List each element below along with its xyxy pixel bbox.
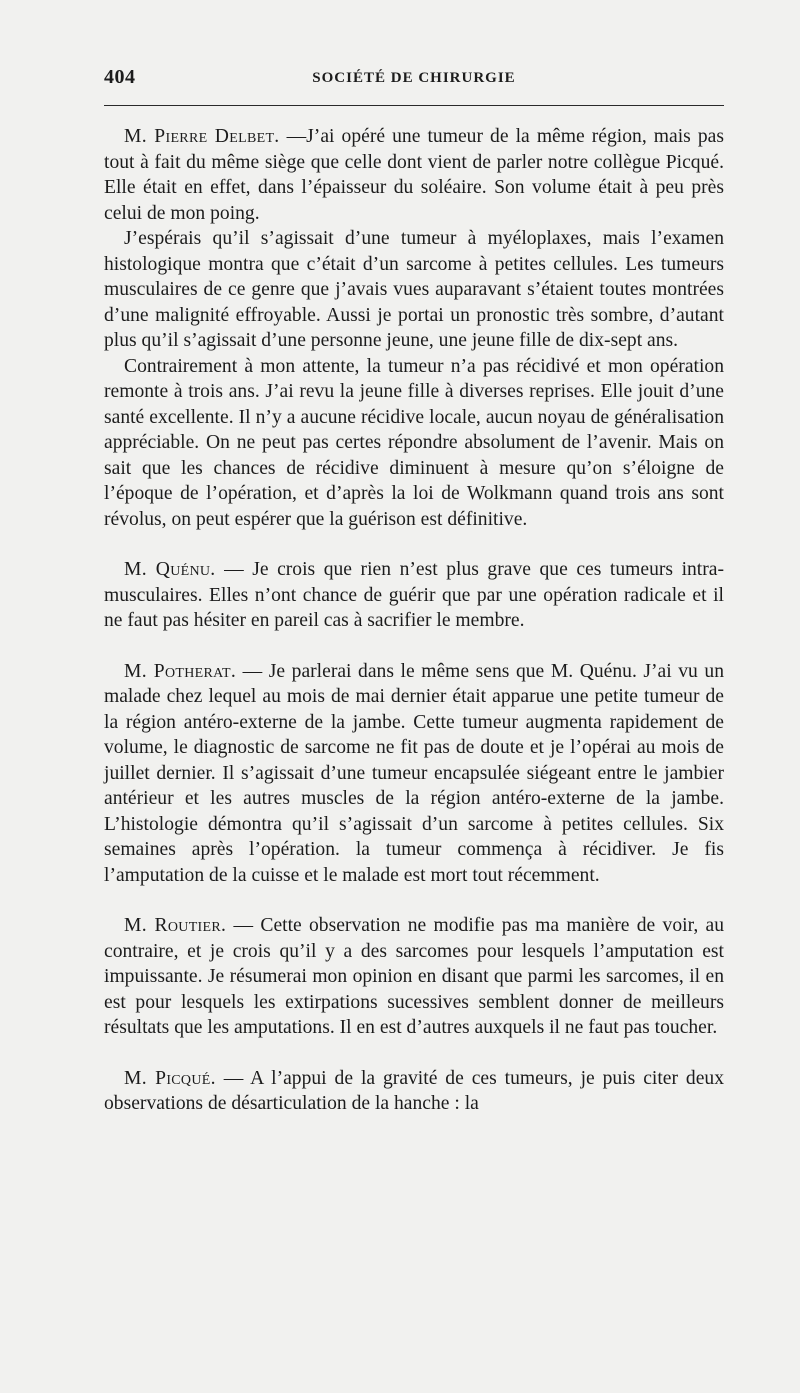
header-rule <box>104 105 724 106</box>
running-title: SOCIÉTÉ DE CHIRURGIE <box>312 70 516 86</box>
paragraph-text: J’espérais qu’il s’agissait d’une tumeur à myéloplaxes, mais l’examen histologique montra que c’était d’un sarcome à petites cellules. Les tumeurs musculaires de ce genre que j’avais vues auparavant s’étaient toutes montrées d’une malignité effroyable. Aussi je portai un pronostic très sombre, d’autant plus qu’il s’agissait d’une personne jeune, une jeune fille de dix-sept ans. <box>104 228 724 351</box>
paragraph-delbet-3 <box>104 354 724 533</box>
speaker-name: M. Potherat. <box>124 660 237 682</box>
page-number: 404 <box>104 66 136 88</box>
paragraph-text: — Je parlerai dans le même sens que M. Quénu. J’ai vu un malade chez lequel au mois de mai dernier était apparue une petite tumeur de la région antéro-externe de la jambe. Cette tumeur augmenta rapidement de volume, le diagnostic de sarcome ne fit pas de doute et je l’opérai au mois de juillet dernier. Il s’agissait d’une tumeur encapsulée siégeant entre le jambier antérieur et les autres muscles de la région antéro-externe de la jambe. L’histologie démontra qu’il s’agissait d’un sarcome à petites cellules. Six semaines après l’opération. la tumeur commença à récidiver. Je fis l’amputation de la cuisse et le malade est mort tout récemment. <box>104 660 724 886</box>
paragraph-quenu <box>104 557 724 634</box>
speaker-name: M. Routier. <box>124 915 227 936</box>
paragraph-potherat <box>104 659 724 889</box>
page-header <box>104 66 724 96</box>
paragraph-routier <box>104 913 724 1041</box>
speaker-name: M. Quénu. <box>124 559 216 580</box>
paragraph-text: — Je crois que rien n’est plus grave que ces tumeurs intra-musculaires. Elles n’ont chance de guérir que par une opération radicale et il ne faut pas hésiter en pareil cas à sacrifier le membre. <box>104 559 724 631</box>
paragraph-text: — A l’appui de la gravité de ces tumeurs, je puis citer deux observations de désarticulation de la hanche : la <box>104 1067 724 1114</box>
paragraph-picque <box>104 1066 724 1117</box>
paragraph-delbet-2 <box>104 226 724 354</box>
speaker-name: M. Picqué. <box>124 1067 216 1089</box>
paragraph-text: —J’ai opéré une tumeur de la même région, mais pas tout à fait du même siège que celle dont vient de parler notre collègue Picqué. Elle était en effet, dans l’épaisseur du soléaire. Son volume était à peu près celui de mon poing. <box>104 126 724 224</box>
body-text <box>104 124 724 1117</box>
paragraph-delbet <box>104 124 724 226</box>
paragraph-text: — Cette observation ne modifie pas ma manière de voir, au contraire, et je crois qu’il y a des sarcomes pour lesquels l’amputation est impuissante. Je résumerai mon opinion en disant que parmi les sarcomes, il en est pour lesquels les extirpations sucessives semblent donner de meilleurs résultats que les amputations. Il en est d’autres auxquels il ne faut pas toucher. <box>104 915 724 1038</box>
speaker-name: M. Pierre Delbet. <box>124 126 280 147</box>
paragraph-text: Contrairement à mon attente, la tumeur n’a pas récidivé et mon opération remonte à trois ans. J’ai revu la jeune fille à diverses reprises. Elle jouit d’une santé excellente. Il n’y a aucune récidive locale, aucun noyau de généralisation appréciable. On ne peut pas certes répondre absolument de l’avenir. Mais on sait que les chances de récidive diminuent à mesure qu’on s’éloigne de l’époque de l’opération, et d’après la loi de Wolkmann quand trois ans sont révolus, on peut espérer que la guérison est définitive. <box>104 355 724 530</box>
